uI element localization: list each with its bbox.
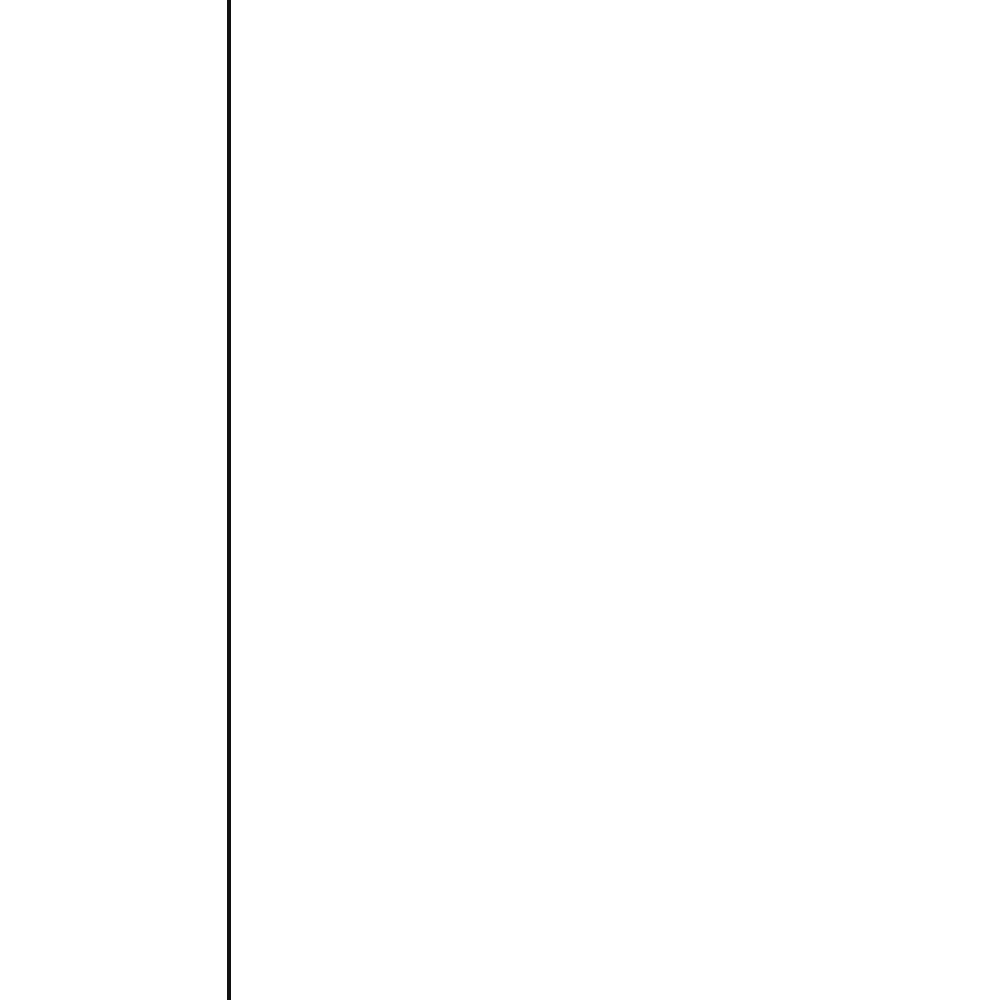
left-pane	[0, 0, 227, 1000]
right-pane	[231, 0, 1000, 1000]
